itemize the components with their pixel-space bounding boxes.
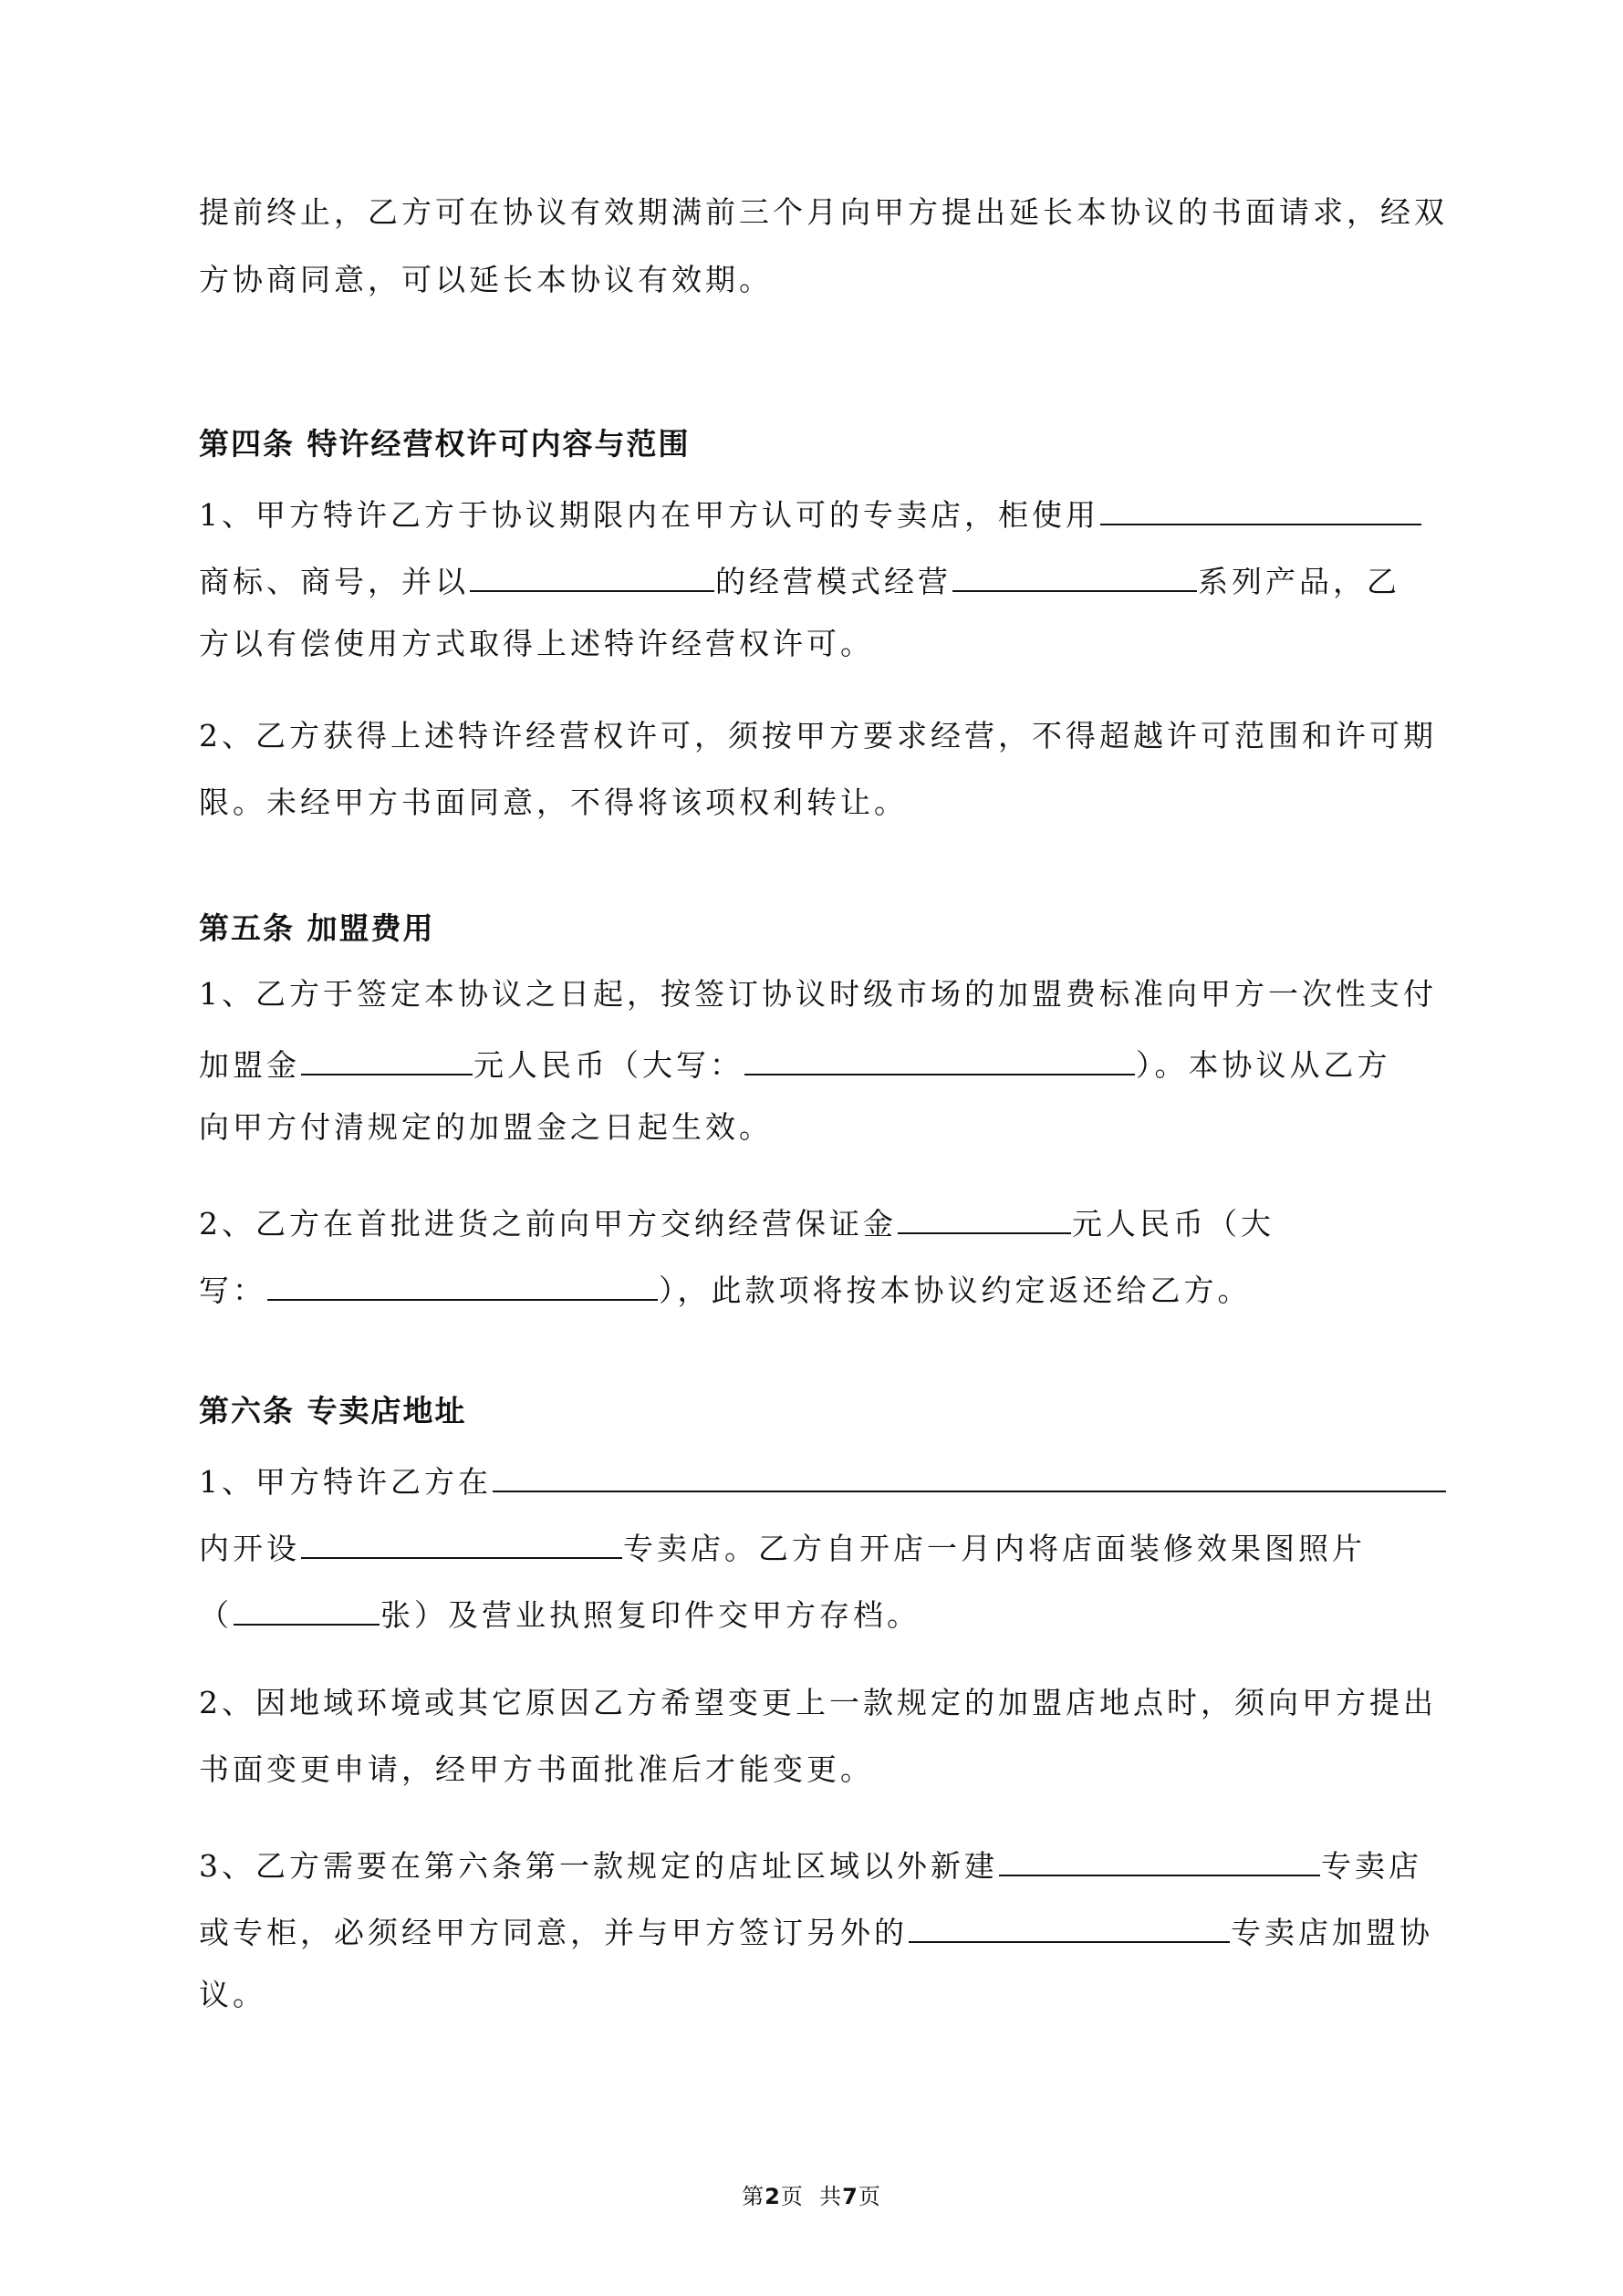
paragraph-line: 向甲方付清规定的加盟金之日起生效。 — [199, 1109, 773, 1145]
paragraph-line: 2、因地域环境或其它原因乙方希望变更上一款规定的加盟店地点时，须向甲方提出 — [199, 1685, 1437, 1720]
paragraph-line: 提前终止，乙方可在协议有效期满前三个月向甲方提出延长本协议的书面请求，经双 — [199, 194, 1448, 230]
section-heading-6: 第六条 专卖店地址 — [199, 1393, 467, 1429]
paragraph-line: （ 张）及营业执照复印件交甲方存档。 — [199, 1593, 921, 1634]
paragraph-line: 方协商同意，可以延长本协议有效期。 — [199, 262, 773, 297]
blank-new-store — [999, 1844, 1320, 1876]
blank-store-name — [301, 1526, 622, 1559]
section-heading-4: 第四条 特许经营权许可内容与范围 — [199, 426, 691, 462]
paragraph-line: 内开设 专卖店。乙方自开店一月内将店面装修效果图照片 — [199, 1526, 1366, 1567]
paragraph-line: 写： ），此款项将按本协议约定返还给乙方。 — [199, 1268, 1252, 1309]
paragraph-line: 商标、商号，并以 的经营模式经营 系列产品，乙 — [199, 559, 1400, 600]
paragraph-line: 议。 — [199, 1977, 266, 2012]
blank-photo-count — [234, 1593, 380, 1626]
paragraph-line: 3、乙方需要在第六条第一款规定的店址区域以外新建 专卖店 — [199, 1844, 1422, 1885]
blank-business-model — [470, 559, 714, 592]
page-footer: 第2页 共7页 — [742, 2184, 881, 2209]
paragraph-line: 1、甲方特许乙方在 — [199, 1460, 1447, 1501]
blank-franchise-fee — [301, 1043, 473, 1075]
paragraph-line: 1、甲方特许乙方于协议期限内在甲方认可的专卖店，柜使用 — [199, 493, 1422, 534]
section-heading-5: 第五条 加盟费用 — [199, 910, 435, 946]
paragraph-line: 方以有偿使用方式取得上述特许经营权许可。 — [199, 626, 874, 661]
blank-trademark — [1100, 493, 1421, 525]
paragraph-line: 2、乙方在首批进货之前向甲方交纳经营保证金 元人民币（大 — [199, 1201, 1274, 1242]
blank-other-store — [909, 1910, 1230, 1943]
paragraph-line: 加盟金 元人民币（大写： ）。本协议从乙方 — [199, 1043, 1391, 1084]
current-page-number: 2 — [765, 2184, 781, 2209]
paragraph-line: 限。未经甲方书面同意，不得将该项权利转让。 — [199, 784, 908, 820]
paragraph-line: 或专柜，必须经甲方同意，并与甲方签订另外的 专卖店加盟协 — [199, 1910, 1433, 1951]
blank-deposit — [898, 1201, 1071, 1234]
blank-store-address — [493, 1460, 1446, 1492]
paragraph-line: 书面变更申请，经甲方书面批准后才能变更。 — [199, 1751, 874, 1787]
blank-deposit-in-words — [267, 1268, 658, 1301]
blank-product-series — [952, 559, 1197, 592]
total-page-number: 7 — [842, 2184, 858, 2209]
paragraph-line: 2、乙方获得上述特许经营权许可，须按甲方要求经营，不得超越许可范围和许可期 — [199, 718, 1437, 753]
paragraph-line: 1、乙方于签定本协议之日起，按签订协议时级市场的加盟费标准向甲方一次性支付 — [199, 976, 1437, 1012]
blank-fee-in-words — [744, 1043, 1135, 1075]
